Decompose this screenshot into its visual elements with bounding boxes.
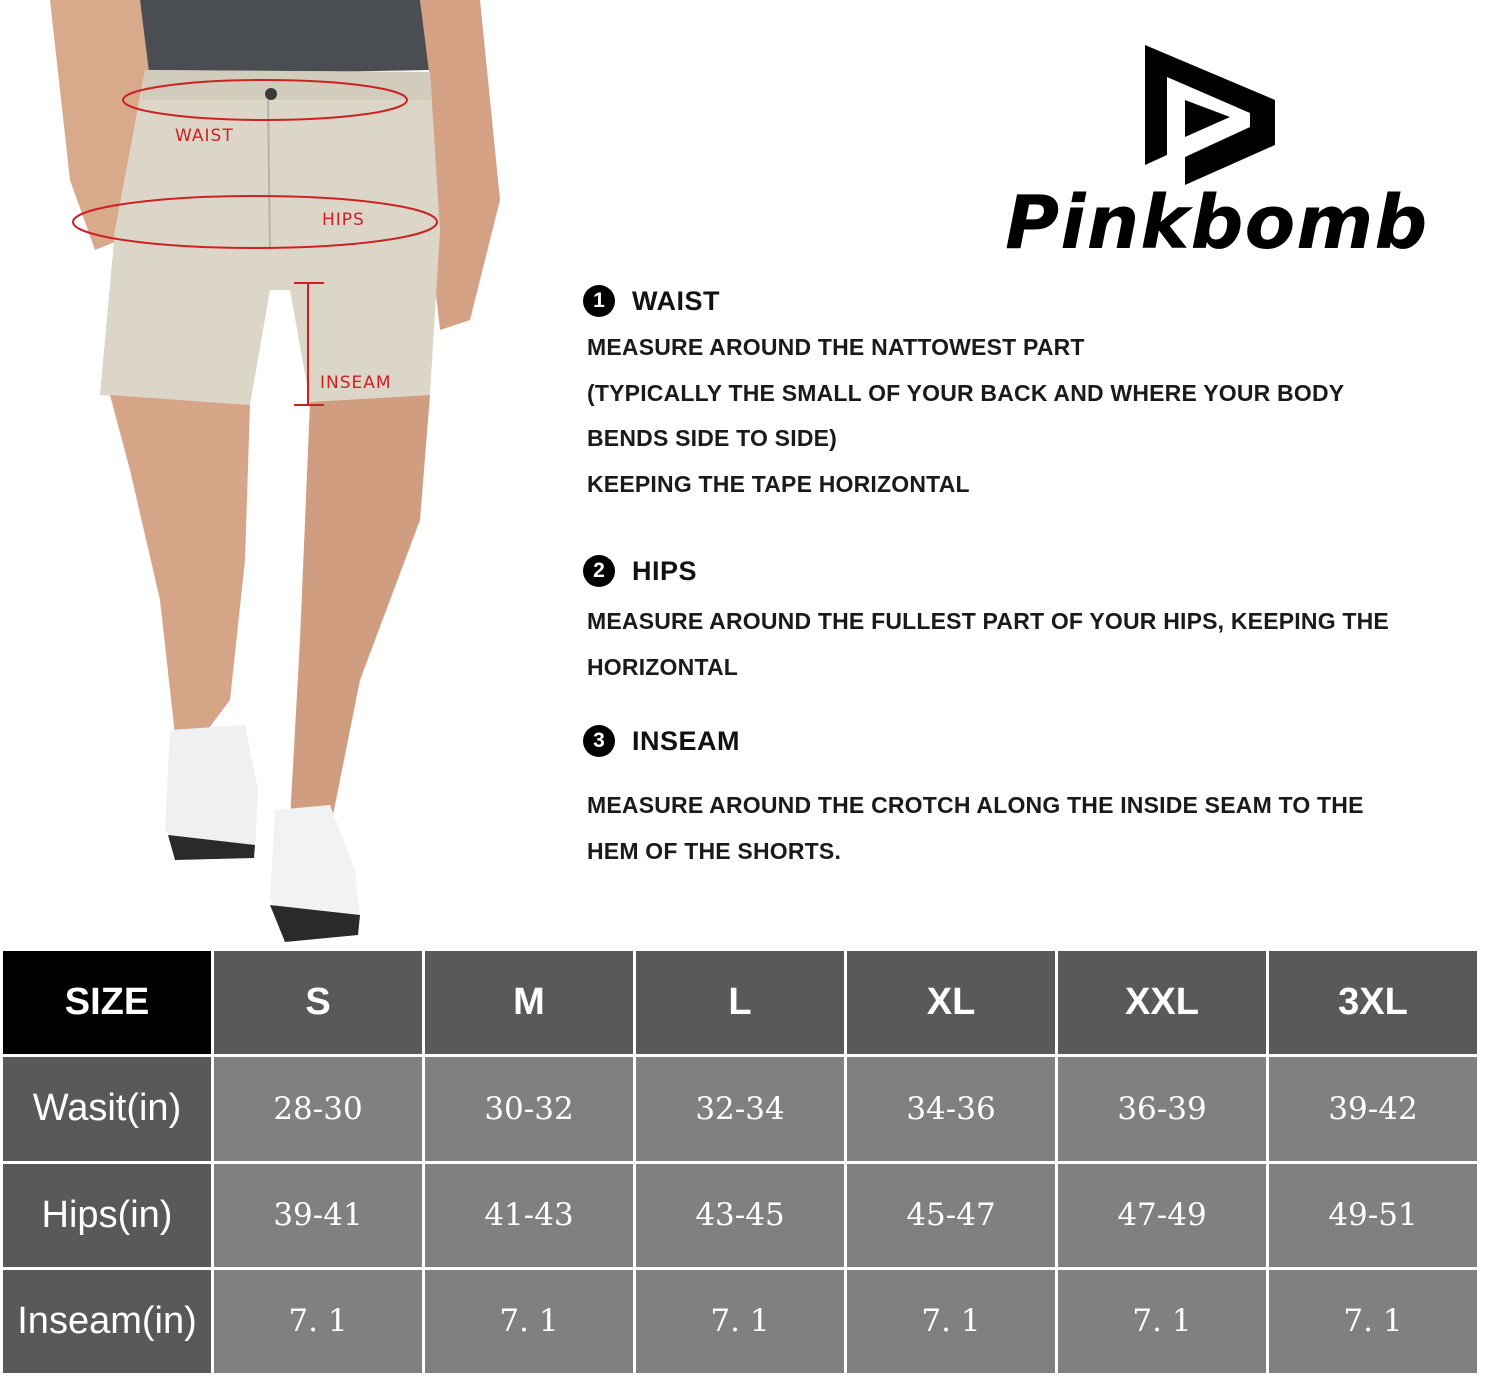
table-cell: 43-45	[636, 1164, 844, 1267]
section-number-badge: 3	[583, 725, 615, 757]
table-row	[3, 1164, 1477, 1267]
size-column-header: M	[425, 951, 633, 1054]
size-column-header: XL	[847, 951, 1055, 1054]
instruction-line: HEM OF THE SHORTS.	[587, 837, 842, 864]
model-shorts-illustration	[0, 0, 520, 945]
table-cell: 7. 1	[425, 1270, 633, 1373]
instruction-line: MEASURE AROUND THE NATTOWEST PART	[587, 334, 1085, 360]
table-cell: 7. 1	[847, 1270, 1055, 1373]
table-row	[3, 1057, 1477, 1160]
table-cell: 45-47	[847, 1164, 1055, 1267]
row-label: Hips(in)	[3, 1164, 211, 1267]
size-column-header: XXL	[1058, 951, 1266, 1054]
row-label: Wasit(in)	[3, 1057, 211, 1160]
section-title: WAIST	[632, 285, 720, 316]
table-header-row	[3, 951, 1477, 1054]
inseam-label: INSEAM	[320, 373, 392, 393]
table-cell: 36-39	[1058, 1057, 1266, 1160]
hips-label: HIPS	[322, 210, 365, 230]
waist-section	[583, 283, 1483, 507]
table-cell: 28-30	[214, 1057, 422, 1160]
size-column-header: 3XL	[1269, 951, 1477, 1054]
instruction-line: KEEPING THE TAPE HORIZONTAL	[587, 470, 970, 497]
table-cell: 41-43	[425, 1164, 633, 1267]
table-cell: 7. 1	[1269, 1270, 1477, 1373]
table-cell: 34-36	[847, 1057, 1055, 1160]
row-label: Inseam(in)	[3, 1270, 211, 1373]
hips-section	[583, 553, 1483, 690]
instruction-line: (TYPICALLY THE SMALL OF YOUR BACK AND WHERE YOUR BODY	[587, 379, 1345, 406]
instruction-line: MEASURE AROUND THE FULLEST PART OF YOUR HIPS, KEEPING THE	[587, 608, 1389, 634]
table-row	[3, 1270, 1477, 1373]
brand-logo	[1005, 40, 1429, 270]
table-cell: 7. 1	[214, 1270, 422, 1373]
section-number-badge: 2	[583, 555, 615, 587]
table-cell: 30-32	[425, 1057, 633, 1160]
table-cell: 32-34	[636, 1057, 844, 1160]
section-number-badge: 1	[583, 285, 615, 317]
section-title: INSEAM	[632, 725, 741, 756]
instruction-line: BENDS SIDE TO SIDE)	[587, 425, 838, 451]
size-header: SIZE	[3, 951, 211, 1054]
inseam-section	[583, 723, 1483, 874]
size-chart-table	[0, 948, 1480, 1376]
brand-name: Pinkbomb	[1005, 180, 1429, 266]
instruction-line: MEASURE AROUND THE CROTCH ALONG THE INSIDE SEAM TO THE	[587, 792, 1364, 818]
table-cell: 49-51	[1269, 1164, 1477, 1267]
size-column-header: S	[214, 951, 422, 1054]
table-cell: 7. 1	[1058, 1270, 1266, 1373]
table-cell: 47-49	[1058, 1164, 1266, 1267]
table-cell: 39-42	[1269, 1057, 1477, 1160]
brand-logo-icon	[1145, 45, 1275, 185]
waist-label: WAIST	[175, 126, 234, 146]
product-figure	[0, 0, 520, 945]
section-title: HIPS	[632, 555, 698, 586]
size-column-header: L	[636, 951, 844, 1054]
instruction-line: HORIZONTAL	[587, 653, 739, 680]
table-cell: 39-41	[214, 1164, 422, 1267]
table-cell: 7. 1	[636, 1270, 844, 1373]
